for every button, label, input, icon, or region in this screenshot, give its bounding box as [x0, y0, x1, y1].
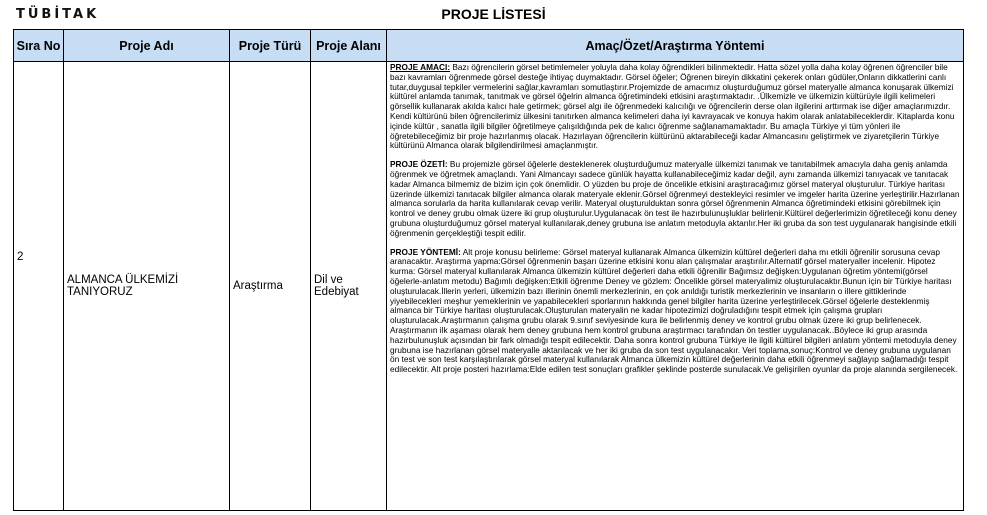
- cell-proje-adi: ALMANCA ÜLKEMİZİ TANIYORUZ: [64, 62, 230, 511]
- proje-amaci-heading: PROJE AMACI:: [390, 62, 451, 72]
- cell-sira-no: 2: [14, 62, 64, 511]
- proje-yontemi-heading: PROJE YÖNTEMİ:: [390, 246, 461, 257]
- page-title: PROJE LİSTESİ: [441, 6, 546, 22]
- table-header-row: [14, 30, 964, 62]
- col-header-proje-adi: Proje Adı: [64, 30, 230, 62]
- project-table: [13, 29, 964, 511]
- proje-ozeti-heading: PROJE ÖZETİ:: [390, 159, 448, 170]
- col-header-sira-no: Sıra No: [14, 30, 64, 62]
- proje-yontemi-text: Alt proje konusu belirleme: Görsel materyal kullanarak Almanca ülkemizin kültürel değerleri daha mı etkili öğrenilir sorusuna cevap aranacaktır. Araştırma yapma:Görsel öğrenmenin başarı üzerine etkisini konu alan çalışmalar araştırılır.Alternatif görsel materyaller incelenir. Hipotez kurma: Görsel materyal kullanılarak Almanca ülkemizin kültürel değerleri daha etkili öğrenilir Bağımsız değişken:Uygulanan öğretim yöntemi(görsel öğelerle-anlatım metodu) Bağımlı değişken:Etkili öğrenme Deney ve gözlem: Öncelikle görsel materyalimiz oluşturulacaktır.Bunun için bir Türkiye haritası oluşturulacak.İllerin yerleri, ülkemizin bazı illerinin önemli merkezlerinin, en çok anıldığı turistik merkezlerinin ve insanların o illere gittiklerinde yiyebilecekleri meşhur yemeklerinin ve yapabilecekleri sporlarının hakkında genel bilgiler harita üzerine yerleştirilecek.Görsel öğelerle desteklenmiş almanca bir Türkiye haritası oluşturulacak.Oluşturulan materyalin ne kadar hipotezimizi doğruladığını tespit etmek için çalışma grupları oluşturulacak.Araştırmanın çalışma grubu olarak 9.sınıf seviyesinde kura ile belirlenmiş deney ve kontrol grubu olmak üzere iki grup belirlenecek. Araştırmanın ilk aşaması olarak hem deney grubuna hem kontrol grubuna araştırmacı tarafından ön testler uygulanacak..Böylece iki grup arasında hazırbulunuşluk açısından bir fark olmadığı tespit edilecektir. Daha sonra kontrol grubuna Türkiye ile ilgili kültürel bilgileri anlatım yöntemi metoduyla deney grubuna ise hazırlanan görsel materyalle aktarılacak ve her iki gruba da son test uygulanacakır. Veri toplama,sonuç:Kontrol ve deney grubuna uygulanan ön test ve son test karşılaştırılarak görsel materyal kullanılarak Almanca ülkemizin kültürel değerlerinin daha etkili öğrenmeyi sağlayıp sağlamadığı tespit edilecektir. Alt proje posteri hazırlama:Elde edilen test sonuçları grafikler şeklinde posterde sunulacak.Ve gelişirilen oyunlar da proje alanında sergilenecek.: [390, 246, 958, 375]
- col-header-amac-ozet-yontem: Amaç/Özet/Araştırma Yöntemi: [387, 30, 964, 62]
- proje-amaci-section: [390, 63, 960, 151]
- proje-yontemi-section: [390, 248, 960, 375]
- cell-proje-alani: Dil ve Edebiyat: [311, 62, 387, 511]
- proje-ozeti-section: [390, 160, 960, 238]
- proje-ozeti-text: Bu projemizle görsel öğelerle desteklenerek oluşturduğumuz materyalle ülkemizi tanımak ve tanıtabilmek amacıyla daha geniş anlamda öğrenmek ve öğretmek amaçlandı. Yani Almancayı sadece günlük hayatta kullanabileceğimiz kadar değil, aynı zamanda ülkemizi tanıyacak ve tanıtacak kadar Almanca bilmemiz de bizim için çok önemlidir. O yüzden bu proje de öncelikle etkisini araştıracağımız görsel materyal oluşturulur. Türkiye haritası üzerinde ülkemizi tanıtacak bilgiler almanca olarak materyale eklenir.Görsel öğrenmeyi destekleyici resimler ve imgeler harita üzerine yerleştirilir.Hazırlanan almanca sorularla da harita kullanılarak cevap verilir. Materyal oluşturulduktan sonra görsel öğrenmenin Almanca öğretimindeki etkisini görebilmek için kontrol ve deney grubu olmak üzere iki grup oluşturulur.Uygulanacak ön test ile hazırbulunuşluklar belirlenir.Kültürel değerlerimizin öğretileceği konu deney grubuna oluşturduğumuz görsel materyal kullanılarak,deney grubuna ise anlatım metoduyla aktarılır.Her iki gruba da son test uygulanarak hangisinde etkili öğrenmenin gerçekleştiği tespit edilir.: [390, 159, 960, 238]
- cell-proje-turu: Araştırma: [230, 62, 311, 511]
- table-row: [14, 62, 964, 511]
- col-header-proje-turu: Proje Türü: [230, 30, 311, 62]
- proje-amaci-text: Bazı öğrencilerin görsel betimlemeler yoluyla daha kolay öğrendikleri bilinmektedir. Hatta sözel yolla daha kolay öğrenen öğrenciler bile bazı kavramları öğrenmede görsel desteğe ihtiyaç duymaktadır. Görsel öğeler; Öğrenen bireyin dikkatini çekerek onları güdüler,Onların dikkatlerini canlı tutar,duygusal tepkiler vermelerini sağlar,kavramları somutlaştırır.Projemizde de amacımız oluşturduğumuz görsel materyalle almanca konuşarak ülkemizi kültürel anlamda tanımak, tanıtmak ve görsel öğelrin almanca öğretimindeki etkisini araştırmaktadır. .Ülkemizle ve ülkemizin kültürüyle ilgili kelimeleri görsellik kullanarak akılda kalıcı hale getirmek; görsel algı ile öğrenmedeki kalıcılığı ve öğrencilerin derse olan ilgilerini arttırmak ise diğer amaçlarımızdır. Kendi kültürünü bilen öğrencilerimiz ülkesini tanıtırken almanca kelimeleri daha iyi kavrayacak ve konuya hakim olarak anlatabileceklerdir. Kitaplarda konu içinde kültür , sanatla ilgili bilgiler öğretilmeye çalışıldığında pek de kalıcı öğrenme sağlanamamaktadır. Bu amaçla Türkiye yi tüm yönleri ile öğretebileceğimiz bir proje hazırlanmış olacak. Hazırlayan öğrencilerin kültürünü aktarabileceği kadar Almancasını geliştirmek ve ziyaretçilerin Türkiye kültürünü Almanca olarak bilgilendirilmesi amaçlanmıştır.: [390, 62, 955, 151]
- tubitak-logo: TÜBİTAK: [16, 7, 100, 22]
- cell-details: [387, 62, 964, 511]
- col-header-proje-alani: Proje Alanı: [311, 30, 387, 62]
